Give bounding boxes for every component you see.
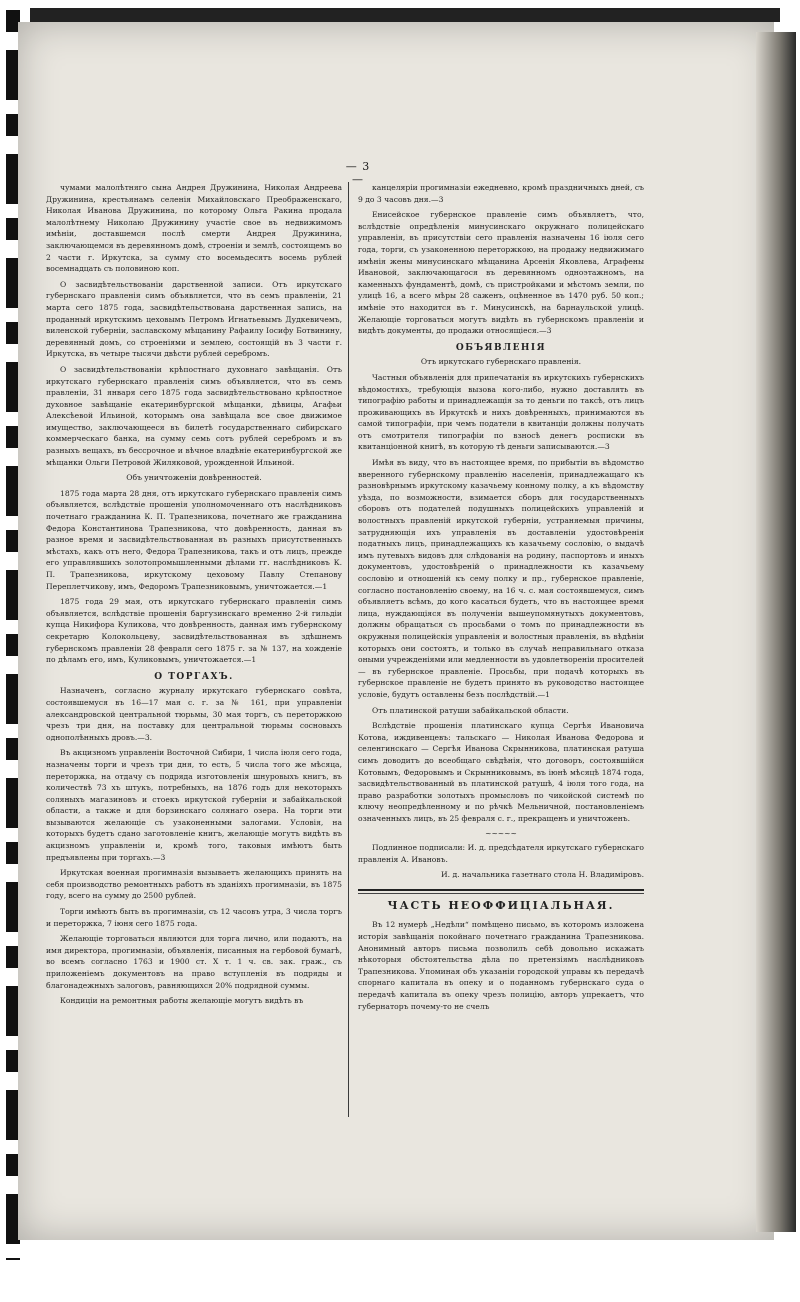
page-edge-shadow xyxy=(756,32,796,1232)
newspaper-page xyxy=(18,22,774,1240)
article-paragraph: Торги имѣютъ быть въ прогимназіи, съ 12 часовъ утра, 3 числа торгъ и переторжка, 7 іюня сего 1875 года. xyxy=(46,907,342,928)
article-paragraph: О засвидѣтельствованіи крѣпостнаго духовнаго завѣщанія. Отъ иркутскаго губернскаго правленія симъ объявляется, что въ семъ правленіи, 31 января сего 1875 года засвидѣтельствовано крѣпостное духовное завѣщаніе екатеринбургской мѣщанки, дѣвицы, Агафьи Алексѣевой Ильиной, которымъ она завѣщала все свое движимое имущество, заключающееся въ билетѣ государственнаго сибирскаго коммерческаго банка, на сумму семь сотъ рублей серебромъ и въ разныхъ вещахъ, въ бессрочное и вѣчное владѣніе екатеринбургской же мѣщанки Ольги Петровой Жиляковой, урожденной Ильиной. xyxy=(46,364,342,467)
column-divider xyxy=(348,182,349,1117)
signature-line: И. д. начальника газетнаго стола Н. Владиміровъ. xyxy=(441,870,644,880)
section-subheading: Объ уничтоженіи довѣренностей. xyxy=(126,473,262,483)
article-paragraph: О засвидѣтельствованіи дарственной записи. Отъ иркутскаго губернскаго правленія симъ объявляется, что въ семъ правленіи, 21 марта сего 1875 года, засвидѣтельствована дарственная запись, на проданный иркутскимъ цеховымъ Петромъ Игнатьевымъ Дудкевичемъ, виленской губерніи, заславскому мѣщанину Рафаилу Іосифу Ботвинину, деревянный домъ, со строеніями и землею, состоящій въ 3 части г. Иркутска, въ четыре тысячи двѣсти рублей серебромъ. xyxy=(46,279,342,359)
page-number: — 3 — xyxy=(345,160,371,186)
article-paragraph: канцеляріи прогимназіи ежедневно, кромѣ праздничныхъ дней, съ 9 до 3 часовъ дня.—3 xyxy=(358,183,644,204)
article-paragraph: Вслѣдствіе прошенія платинскаго купца Сергѣя Ивановича Котова, иждивенцевъ: тальскаго — Николая Иванова Федорова и селенгинскаго — Сергѣя Иванова Скрынникова, платинская ратуша симъ доводитъ до всеобщаго свѣдѣнія, что договоръ, состоявшійся Котовымъ, Федоровымъ и Скрынниковымъ, въ іюнѣ мѣсяцѣ 1874 года, засвидѣтельствованный въ платинской ратушѣ, 4 іюля того года, на право разработки золотыхъ промысловъ по чикойской системѣ по ключу неопредѣленному и по рѣчкѣ Мельничной, постановленіемъ означенныхъ лицъ, въ 25 февраля с. г., прекращенъ и уничтоженъ. xyxy=(358,721,644,823)
section-heading: ОБЪЯВЛЕНІЯ xyxy=(455,342,547,353)
section-subheading: Отъ иркутскаго губернскаго правленія. xyxy=(420,357,582,367)
article-paragraph: 1875 года 29 мая, отъ иркутскаго губернскаго правленія симъ объявляется, вслѣдствіе прошенія баргузинскаго временно 2-й гильдіи купца Никифора Куликова, что довѣренность, данная имъ губернскому секретарю Колокольцеву, засвидѣтельствованная въ здѣшнемъ губернскомъ правленіи 28 февраля сего 1875 г. за № 137, на хожденіе по дѣламъ его, имъ, Куликовымъ, уничтожается.—1 xyxy=(46,597,342,665)
article-paragraph: 1875 года марта 28 дня, отъ иркутскаго губернскаго правленія симъ объявляется, вслѣдствіе прошенія уполномоченнаго отъ наслѣдниковъ почетнаго гражданина К. П. Трапезникова, почетнаго же гражданина Федора Константинова Трапезникова, что довѣренность, данная въ разное время и засвидѣтельствованная въ разныхъ присутственныхъ мѣстахъ, какъ отъ него, Федора Трапезникова, такъ и отъ лицъ, прежде его управлявшихъ золотопромышленными дѣлами гг. наслѣдниковъ К. П. Трапезникова, иркутскому цеховому Павлу Степанову Переплетчикову, имъ, Федоромъ Трапезниковымъ, уничтожается.—1 xyxy=(46,488,342,591)
article-paragraph: Въ акцизномъ управленіи Восточной Сибири, 1 числа іюля сего года, назначены торги и чрезъ три дня, то есть, 5 числа того же мѣсяца, переторжка, на отдачу съ подряда изготовленія шнуровыхъ книгъ, въ количествѣ 73 хъ штукъ, потребныхъ, на 1876 годъ для некоторыхъ соляныхъ магазиновъ и стоекъ иркутской губерніи и забайкальской области, а также и для борзинскаго солянаго озера. На торги эти вызываются желающіе съ узаконенными залогами. Условія, на которыхъ будетъ сдано заготовленіе книгъ, желающіе могутъ видѣть въ акцизномъ управленіи и, кромѣ того, таковыя имѣютъ быть предъявлены при торгахъ.—3 xyxy=(46,748,342,862)
article-paragraph: Назначенъ, согласно журналу иркутскаго губернскаго совѣта, состоявшемуся въ 16—17 мая с. г. за № 161, при управленіи александровской центральной тюрьмы, 30 мая торгъ, съ переторжкою чрезъ три дня, на поставку для центральной тюрьмы сосновыхъ однополѣнныхъ дровъ.—3. xyxy=(46,686,342,742)
unofficial-part-heading: ЧАСТЬ НЕОФФИЦІАЛЬНАЯ. xyxy=(387,898,615,912)
section-heading: О ТОРГАХЪ. xyxy=(154,671,234,682)
scan-edge-top xyxy=(30,8,780,22)
article-paragraph: Имѣя въ виду, что въ настоящее время, по прибытіи въ вѣдомство вверенного губернскому правленію населенія, принадлежащаго къ разновѣрнымъ иркутскому казачьему конному полку, а къ вѣдомству уѣзда, по возможности, взимается сборъ для государственныхъ сборовъ отъ подателей подушныхъ полицейскихъ управленій и волостныхъ правленій иркутской губерніи, устраняемыя причины, затрудняющія ихъ управленія въ доставленіи удостовѣренія податныхъ лицъ, принадлежащихъ къ казачьему сословію, о выдачѣ имъ путевыхъ видовъ для слѣдованія на родину, паспортовъ и иныхъ документовъ, удостовѣреній о принадлежности къ казачьему сословію и отношеній къ сему полку и пр., губернское правленіе, согласно постановленію своему, на 16 ч. с. мая состоявшемуся, симъ объявляетъ всѣмъ, до кого касаться будетъ, что въ настоящее время лица, нуждающіяся въ полученіи вышеупомянутыхъ документовъ, должны обращаться съ просьбами о томъ по принадлежности въ окружныя полицейскія управленія и волостныя правленія, въ вѣдѣніи которыхъ они состоятъ, и только въ случаѣ неправильнаго отказа оными учрежденіями или медленности въ удовлетвореніи просителей — въ губернское правленіе. Просьбы, при подачѣ которыхъ въ губернское правленіе не будетъ принято въ руководство настоящее условіе, будутъ оставлены безъ послѣдствій.—1 xyxy=(358,458,644,699)
article-paragraph: Частныя объявленія для припечатанія въ иркутскихъ губернскихъ вѣдомостяхъ, требующія вызова кого-либо, нужно доставлять въ типографію работы и принадлежащія за то деньги по таксѣ, отъ лицъ проживающихъ въ Иркутскѣ и нихъ довѣренныхъ, принимаются въ самой типографіи, при чемъ податели в квитанціи должны получать отъ смотрителя типографіи по взносѣ денегъ росписки въ квитанціонной книгѣ, въ которую тѣ деньги записываются.—3 xyxy=(358,372,644,452)
article-paragraph: чумами малолѣтняго сына Андрея Дружинина, Николая Андреева Дружинина, крестьянамъ селенія Михайловскаго Преображенскаго, Николая Иванова Дружинина, по которому Ольга Ракина продала малолѣтнему Николаю Дружинину участіе свое въ недвижимомъ имѣніи, доставшемся послѣ смерти Андрея Дружинина, заключающемся въ деревянномъ домѣ, строеніи и землѣ, состоящемъ во 2 части г. Иркутска, за сумму сто восемьдесятъ восемь рублей восемнадцать съ половиною коп. xyxy=(46,183,342,274)
article-paragraph: Иркутская военная прогимназія вызываетъ желающихъ принять на себя производство ремонтныхъ работъ въ зданіяхъ прогимназіи, въ 1875 году, всего на сумму до 2500 рублей. xyxy=(46,868,342,901)
section-rule xyxy=(358,889,644,891)
article-paragraph: Кондиціи на ремонтныя работы желающіе могутъ видѣть въ xyxy=(60,996,304,1006)
article-paragraph: Въ 12 нумерѣ „Недѣли“ помѣщено письмо, въ которомъ изложена исторія завѣщанія покойнаго почетнаго гражданина Трапезникова. Анонимный авторъ письма позволилъ себѣ довольно искажать нѣкоторыя обстоятельства дѣла по претензіямъ наслѣдниковъ Трапезникова. Упоминая объ указаніи городской управы къ передачѣ спорнаго капитала въ опеку и о поданномъ губернскаго суда о передачѣ капитала въ опеку чрезъ полицію, авторъ упрекаетъ, что губернаторъ почему-то не счелъ xyxy=(358,920,644,1011)
section-rule-thin xyxy=(358,893,644,894)
left-column xyxy=(46,182,342,1011)
article-paragraph: Енисейское губернское правленіе симъ объявляетъ, что, вслѣдствіе опредѣленія минусинскаго окружнаго полицейскаго управленія, въ присутствіи сего правленія назначены 16 іюля сего года, торги, съ узаконенною переторжкою, на продажу недвижимаго имѣнія жены минусинскаго мѣщанина Арсенія Яковлева, Аграфены Ивановой, заключающагося въ деревянномъ одноэтажномъ, на каменныхъ фундаментѣ, домѣ, съ пристройками и мѣстомъ земли, по улицѣ 16, а всего мѣры 28 саженъ, оцѣненное въ 1470 руб. 50 коп.; имѣніе это находится въ г. Минусинскѣ, на барнаульской улицѣ. Желающіе торговаться могутъ видѣть въ губернскомъ правленіи и видѣть документы, до продажи относящіеся.—3 xyxy=(358,210,644,336)
article-paragraph: Подлинное подписали: И. д. предсѣдателя иркутскаго губернскаго правленія А. Ивановъ. xyxy=(358,843,644,864)
article-paragraph: Желающіе торговаться являются для торга лично, или подаютъ, на имя директора, прогимназіи, объявленія, писанныя на гербовой бумагѣ, во всемъ согласно 1763 и 1900 ст. X т. 1 ч. св. зак. граж., съ приложеніемъ документовъ на право вступленія въ подряды и благонадежныхъ залоговъ, равняющихся 20% подрядной суммы. xyxy=(46,934,342,990)
separator-ornament: ~~~~~ xyxy=(485,829,517,839)
article-paragraph: Отъ платинской ратуши забайкальской области. xyxy=(372,705,569,715)
right-column xyxy=(358,182,644,1016)
